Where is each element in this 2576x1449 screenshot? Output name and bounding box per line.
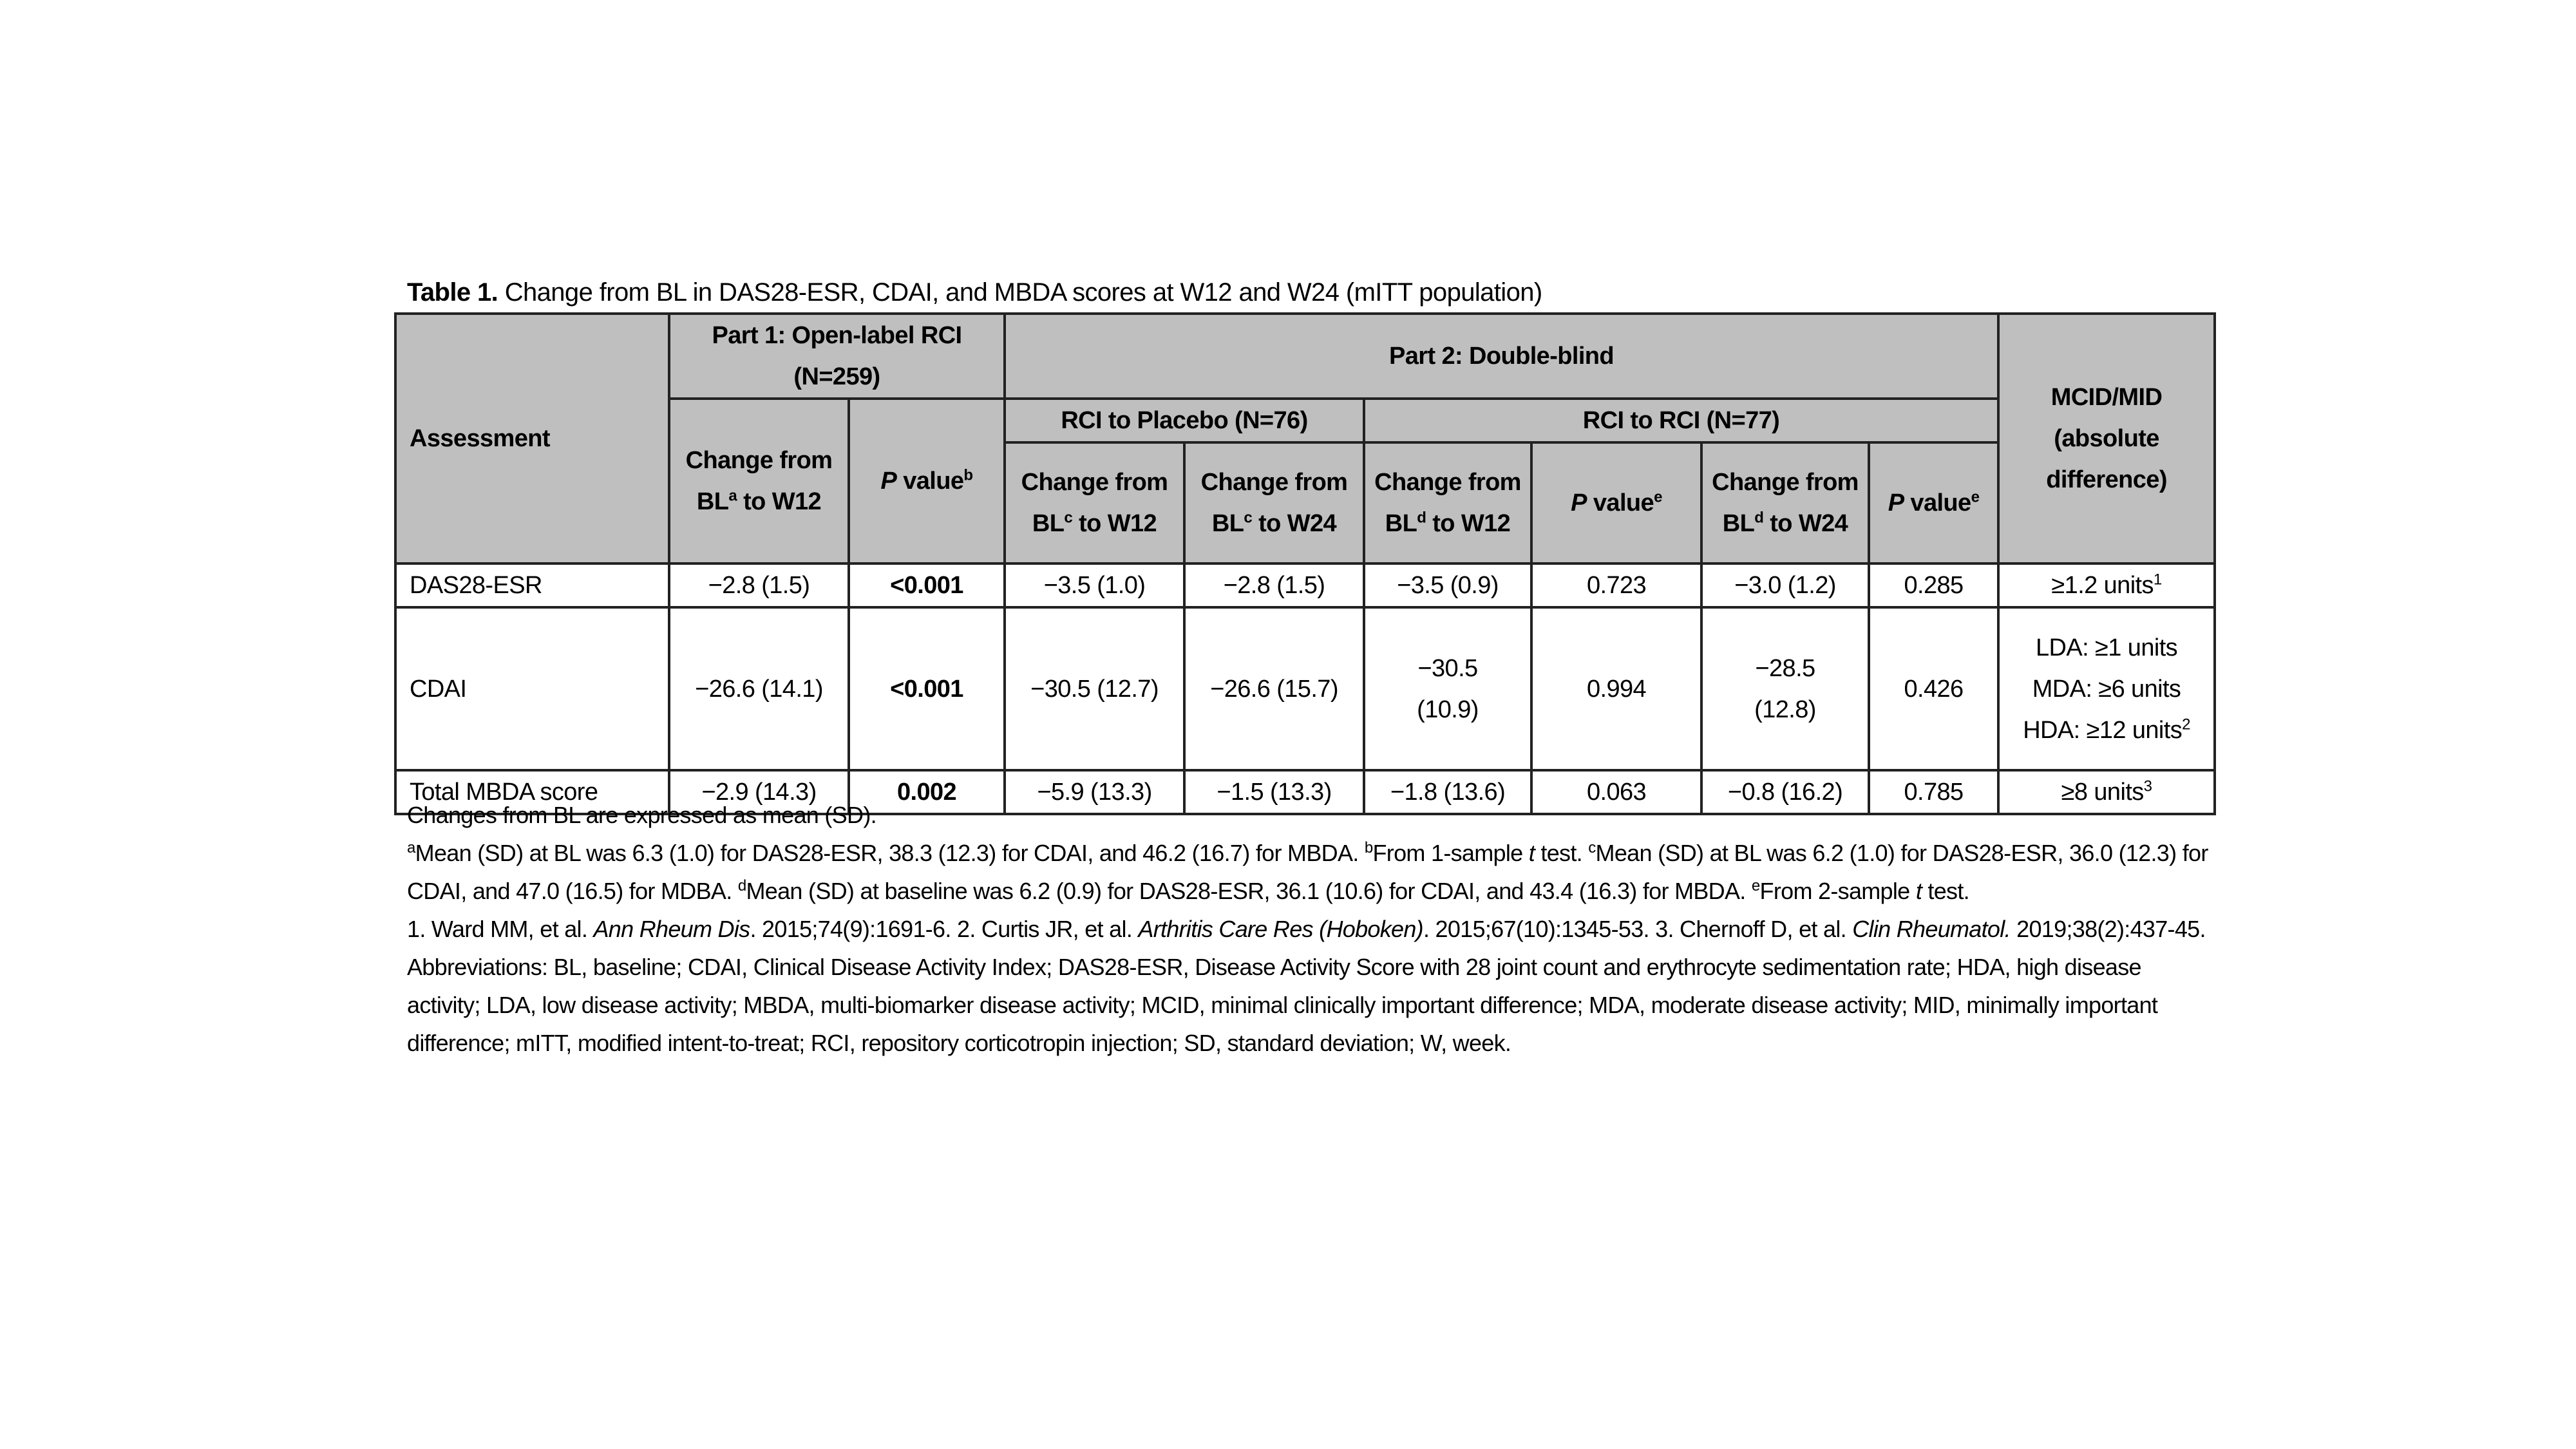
header-part1: Part 1: Open-label RCI (N=259)	[669, 314, 1005, 399]
header-p1-change: Change from $BL^a$ to W12	[669, 399, 849, 564]
cell-placebo-w12: −3.5 (1.0)	[1005, 564, 1184, 607]
cell-p1-pvalue: <0.001	[849, 607, 1005, 770]
header-mcid: MCID/MID (absolute difference)	[1998, 314, 2215, 564]
table-caption	[407, 278, 1542, 307]
cell-mcid: ≥1.2 units$^1$	[1998, 564, 2215, 607]
footnote-mean-sd: Changes from BL are expressed as mean (SD).	[407, 802, 876, 828]
table-footnotes	[407, 796, 2210, 1062]
row-label: DAS28-ESR	[395, 564, 669, 607]
results-table	[394, 312, 2216, 815]
cell-mcid: ≥8 units$^3$	[1998, 770, 2215, 814]
cell-rci-pvalue-w12: 0.723	[1531, 564, 1701, 607]
cell-p1-pvalue: 0.002	[849, 770, 1005, 814]
header-p1-pvalue: P value$^b$	[849, 399, 1005, 564]
cell-p1-change: −2.8 (1.5)	[669, 564, 849, 607]
table-title: Change from BL in DAS28-ESR, CDAI, and MBDA scores at W12 and W24 (mITT population)	[498, 278, 1542, 307]
cell-rci-pvalue-w24: 0.285	[1869, 564, 1998, 607]
table-row	[395, 607, 2215, 770]
header-placebo-w24: Change from $BL^c$ to W24	[1184, 442, 1364, 564]
cell-rci-pvalue-w12: 0.063	[1531, 770, 1701, 814]
cell-rci-pvalue-w24: 0.785	[1869, 770, 1998, 814]
header-part2: Part 2: Double-blind	[1005, 314, 1998, 399]
header-rci-group: RCI to RCI (N=77)	[1364, 399, 1998, 442]
table-label: Table 1.	[407, 278, 498, 307]
header-rci-w24: Change from $BL^d$ to W24	[1701, 442, 1869, 564]
cell-placebo-w24: −2.8 (1.5)	[1184, 564, 1364, 607]
cell-placebo-w24: −1.5 (13.3)	[1184, 770, 1364, 814]
footnote-abbreviations: Abbreviations: BL, baseline; CDAI, Clinical Disease Activity Index; DAS28-ESR, Disease Activity Score with 28 joint count and erythrocyte sedimentation rate; HDA, high disease activity; LDA, low disease activity; MBDA, multi-biomarker disease activity; MCID, minimal clinically important difference; MDA, moderate disease activity; MID, minimally important difference; mITT, modified intent-to-treat; RCI, repository corticotropin injection; SD, standard deviation; W, week.	[407, 954, 2158, 1056]
row-label: CDAI	[395, 607, 669, 770]
header-placebo-group: RCI to Placebo (N=76)	[1005, 399, 1364, 442]
cell-placebo-w12: −5.9 (13.3)	[1005, 770, 1184, 814]
cell-rci-pvalue-w12: 0.994	[1531, 607, 1701, 770]
header-rci-pvalue-w12: P value$^e$	[1531, 442, 1701, 564]
row-label: Total MBDA score	[395, 770, 669, 814]
footnote-superscripts: $^a$Mean (SD) at BL was 6.3 (1.0) for DAS28-ESR, 38.3 (12.3) for CDAI, and 46.2 (16.7) for MBDA. $^b$From 1-sample t test. $^c$Mean (SD) at BL was 6.2 (1.0) for DAS28-ESR, 36.0 (12.3) for CDAI, and 47.0 (16.5) for MDBA. $^d$Mean (SD) at baseline was 6.2 (0.9) for DAS28-ESR, 36.1 (10.6) for CDAI, and 43.4 (16.3) for MBDA. $^e$From 2-sample t test.	[407, 839, 2208, 904]
cell-mcid: LDA: ≥1 units MDA: ≥6 units HDA: ≥12 units$^2$	[1998, 607, 2215, 770]
cell-rci-w24: −3.0 (1.2)	[1701, 564, 1869, 607]
cell-rci-w24: −0.8 (16.2)	[1701, 770, 1869, 814]
cell-p1-change: −26.6 (14.1)	[669, 607, 849, 770]
table-row	[395, 564, 2215, 607]
cell-placebo-w12: −30.5 (12.7)	[1005, 607, 1184, 770]
cell-p1-pvalue: <0.001	[849, 564, 1005, 607]
cell-rci-pvalue-w24: 0.426	[1869, 607, 1998, 770]
header-assessment: Assessment	[395, 314, 669, 564]
cell-rci-w12: −30.5 (10.9)	[1364, 607, 1531, 770]
cell-p1-change: −2.9 (14.3)	[669, 770, 849, 814]
cell-rci-w12: −1.8 (13.6)	[1364, 770, 1531, 814]
header-rci-pvalue-w24: P value$^e$	[1869, 442, 1998, 564]
cell-rci-w12: −3.5 (0.9)	[1364, 564, 1531, 607]
cell-rci-w24: −28.5 (12.8)	[1701, 607, 1869, 770]
cell-placebo-w24: −26.6 (15.7)	[1184, 607, 1364, 770]
header-placebo-w12: Change from $BL^c$ to W12	[1005, 442, 1184, 564]
footnote-references: 1. Ward MM, et al. Ann Rheum Dis. 2015;74(9):1691-6. 2. Curtis JR, et al. Arthritis Care Res (Hoboken). 2015;67(10):1345-53. 3. Chernoff D, et al. Clin Rheumatol. 2019;38(2):437-45.	[407, 916, 2206, 942]
header-rci-w12: Change from $BL^d$ to W12	[1364, 442, 1531, 564]
